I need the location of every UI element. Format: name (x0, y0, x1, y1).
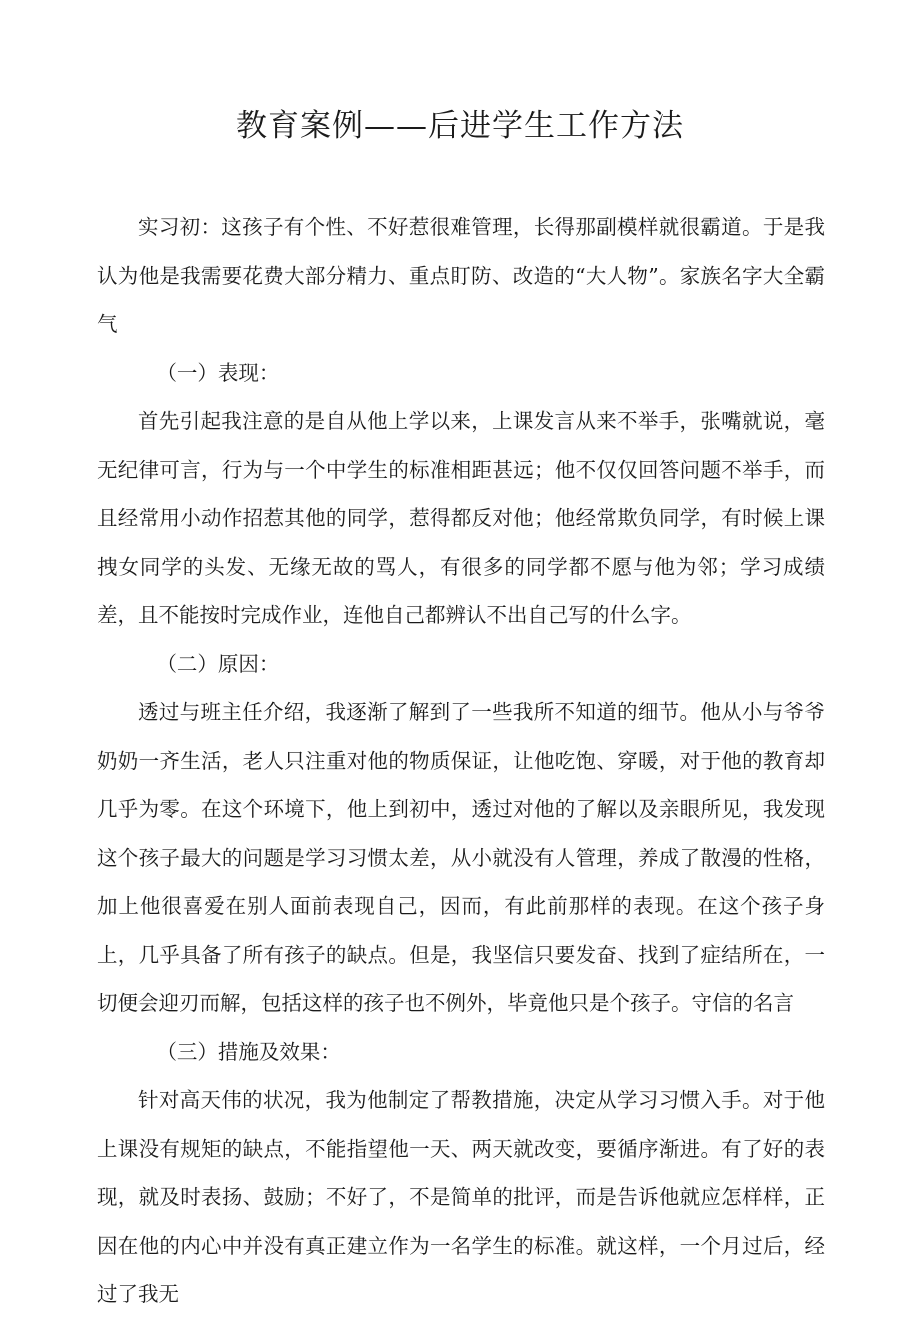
performance-paragraph: 首先引起我注意的是自从他上学以来，上课发言从来不举手，张嘴就说，毫无纪律可言，行为与一个中学生的标准相距甚远；他不仅仅回答问题不举手，而且经常用小动作招惹其他的同学，惹得都反对他；他经常欺负同学，有时候上课拽女同学的头发、无缘无故的骂人，有很多的同学都不愿与他为邻；学习成绩差，且不能按时完成作业，连他自己都辨认不出自己写的什么字。 (97, 409, 825, 627)
section-heading-measures: （三）措施及效果： (156, 1039, 341, 1064)
section-heading-reasons: （二）原因： (156, 651, 280, 676)
section-heading-performance: （一）表现： (156, 360, 280, 385)
intro-paragraph: 实习初：这孩子有个性、不好惹很难管理，长得那副模样就很霸道。于是我认为他是我需要花费大部分精力、重点盯防、改造的“大人物”。家族名字大全霸气 (97, 215, 825, 336)
reasons-paragraph: 透过与班主任介绍，我逐渐了解到了一些我所不知道的细节。他从小与爷爷奶奶一齐生活，老人只注重对他的物质保证，让他吃饱、穿暖，对于他的教育却几乎为零。在这个环境下，他上到初中，透过对他的了解以及亲眼所见，我发现这个孩子最大的问题是学习习惯太差，从小就没有人管理，养成了散漫的性格，加上他很喜爱在别人面前表现自己，因而，有此前那样的表现。在这个孩子身上，几乎具备了所有孩子的缺点。但是，我坚信只要发奋、找到了症结所在，一切便会迎刃而解，包括这样的孩子也不例外，毕竟他只是个孩子。守信的名言 (97, 700, 825, 1015)
measures-paragraph: 针对高天伟的状况，我为他制定了帮教措施，决定从学习习惯入手。对于他上课没有规矩的缺点，不能指望他一天、两天就改变，要循序渐进。有了好的表现，就及时表扬、鼓励；不好了，不是简单的批评，而是告诉他就应怎样样，正因在他的内心中并没有真正建立作为一名学生的标准。就这样，一个月过后，经过了我无 (97, 1088, 825, 1306)
document-body (97, 203, 825, 1319)
document-title: 教育案例——后进学生工作方法 (236, 108, 684, 144)
